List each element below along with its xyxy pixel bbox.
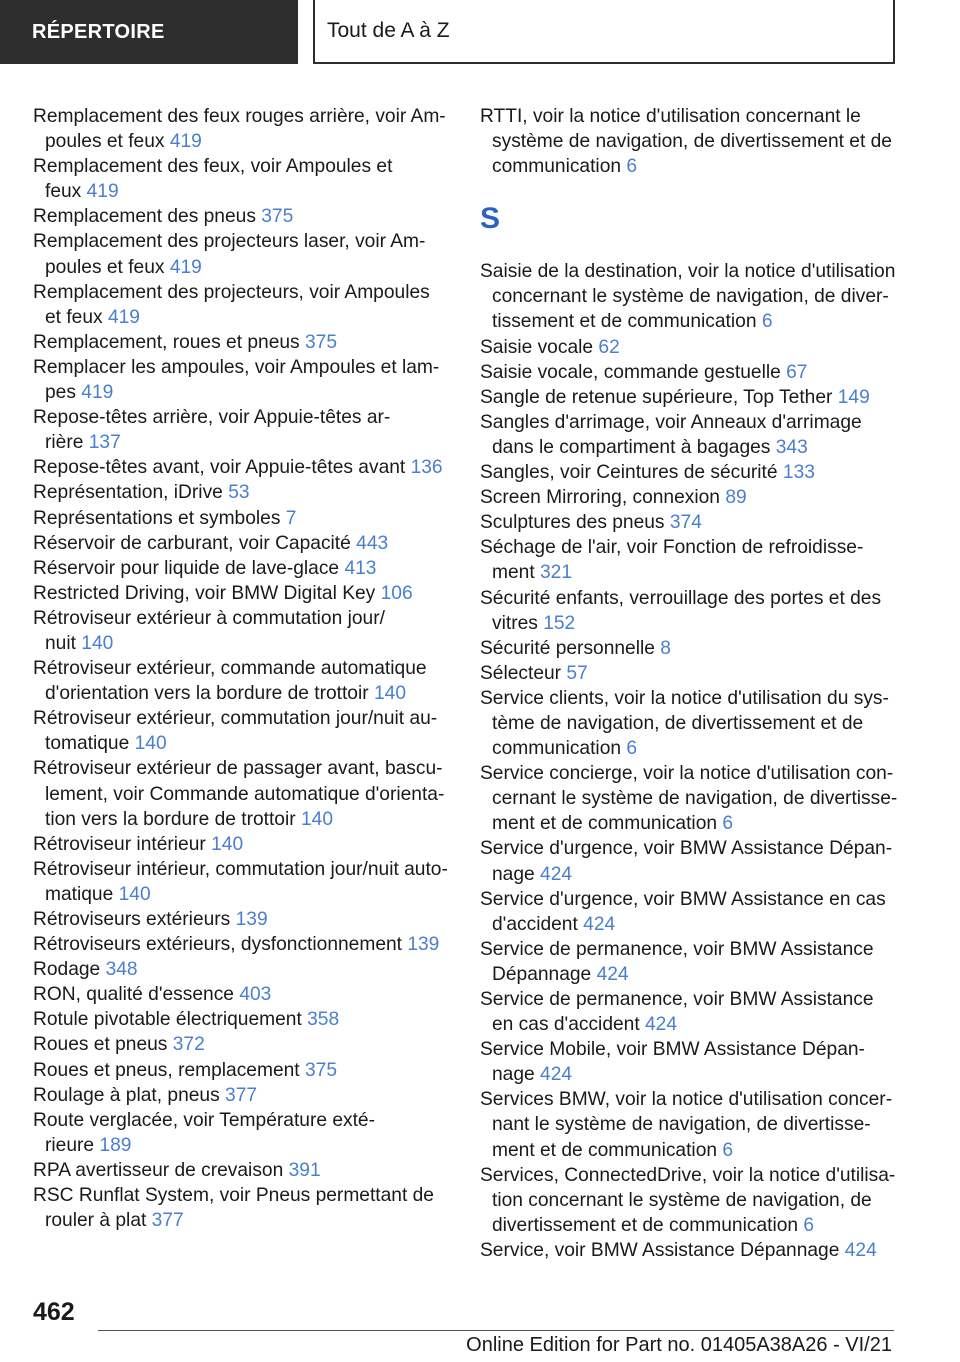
index-entry	[480, 485, 900, 510]
page-link[interactable]: 6	[626, 156, 638, 178]
page-link[interactable]: 6	[722, 1139, 734, 1161]
index-entry	[33, 455, 448, 480]
index-entry	[480, 761, 900, 836]
index-entry	[480, 360, 900, 385]
entry-text: communication	[492, 738, 622, 760]
index-group-s	[480, 259, 900, 1263]
entry-text: ment	[492, 562, 535, 584]
entry-text: nage	[492, 1064, 535, 1086]
index-entry	[33, 204, 448, 229]
page-link[interactable]: 6	[626, 738, 638, 760]
entry-text: Service d'urgence, voir BMW Assistance en cas	[480, 888, 886, 910]
entry-text: tème de navigation, de divertissement et de	[492, 712, 864, 734]
entry-text: ment et de communication	[492, 1139, 718, 1161]
page-link[interactable]: 419	[169, 256, 202, 278]
page-link[interactable]: 419	[169, 131, 202, 153]
entry-text: rière	[45, 432, 84, 454]
page-link[interactable]: 133	[782, 462, 815, 484]
entry-text: Rétroviseur intérieur, commutation jour/nuit auto-	[33, 858, 448, 880]
entry-text: lement, voir Commande automatique d'orienta-	[45, 783, 445, 805]
page-link[interactable]: 377	[225, 1084, 258, 1106]
entry-text: Sangle de retenue supérieure, Top Tether	[480, 386, 833, 408]
entry-text: Roulage à plat, pneus	[33, 1084, 220, 1106]
page-link[interactable]: 6	[722, 813, 734, 835]
index-entry	[480, 1087, 900, 1162]
index-entry	[33, 1007, 448, 1032]
index-group-r	[480, 104, 900, 179]
entry-text: tion concernant le système de navigation, de	[492, 1189, 872, 1211]
index-entry	[480, 937, 900, 987]
index-entry	[480, 1163, 900, 1238]
section-tab[interactable]: RÉPERTOIRE	[0, 0, 298, 64]
entry-text: matique	[45, 883, 114, 905]
entry-text: d'accident	[492, 913, 578, 935]
index-entry	[33, 957, 448, 982]
index-entry	[480, 887, 900, 937]
entry-text: système de navigation, de divertissement et de	[492, 131, 892, 153]
index-entry	[33, 1058, 448, 1083]
entry-text: cernant le système de navigation, de divertisse-	[492, 788, 898, 810]
page-link[interactable]: 424	[583, 913, 616, 935]
section-letter: S	[480, 202, 501, 236]
index-entry	[33, 1032, 448, 1057]
entry-text: Saisie vocale	[480, 336, 594, 358]
index-entry	[33, 229, 448, 279]
entry-text: communication	[492, 156, 622, 178]
entry-text: Roues et pneus	[33, 1034, 168, 1056]
entry-text: Services BMW, voir la notice d'utilisation concer-	[480, 1089, 893, 1111]
index-entry	[33, 832, 448, 857]
index-entry	[480, 836, 900, 886]
index-entry	[33, 556, 448, 581]
index-entry	[480, 259, 900, 334]
index-entry	[33, 656, 448, 706]
index-entry	[33, 1183, 448, 1233]
entry-text: Service concierge, voir la notice d'utilisation con-	[480, 763, 894, 785]
entry-text: concernant le système de navigation, de diver-	[492, 286, 889, 308]
page-link[interactable]: 424	[540, 1064, 573, 1086]
page-link[interactable]: 372	[172, 1034, 205, 1056]
footer-divider	[98, 1330, 894, 1331]
entry-text: rouler à plat	[45, 1210, 147, 1232]
page-link[interactable]: 106	[380, 582, 413, 604]
entry-text: Saisie vocale, commande gestuelle	[480, 361, 781, 383]
index-entry	[33, 104, 448, 154]
page-link[interactable]: 375	[261, 206, 294, 228]
index-entry	[33, 330, 448, 355]
entry-text: Remplacement des projecteurs laser, voir Am-	[33, 231, 426, 253]
index-entry	[33, 581, 448, 606]
index-entry	[480, 460, 900, 485]
entry-text: Rétroviseur extérieur, commutation jour/nuit au-	[33, 708, 438, 730]
page-link[interactable]: 377	[151, 1210, 184, 1232]
index-entry	[33, 1083, 448, 1108]
index-entry	[480, 510, 900, 535]
index-entry	[480, 385, 900, 410]
entry-text: Remplacement des feux rouges arrière, voir Am-	[33, 106, 446, 127]
page-link[interactable]: 419	[107, 306, 140, 328]
index-entry	[33, 506, 448, 531]
page-link[interactable]: 137	[88, 432, 121, 454]
index-entry	[33, 1108, 448, 1158]
entry-text: Séchage de l'air, voir Fonction de refroidisse-	[480, 537, 864, 559]
page-link[interactable]: 424	[645, 1014, 678, 1036]
index-entry	[33, 480, 448, 505]
entry-text: Remplacement des projecteurs, voir Ampoules	[33, 281, 430, 303]
index-entry	[480, 1238, 900, 1263]
entry-text: RPA avertisseur de crevaison	[33, 1159, 284, 1181]
entry-text: Sculptures des pneus	[480, 512, 665, 534]
entry-text: pes	[45, 382, 76, 404]
index-entry	[33, 932, 448, 957]
entry-text: Saisie de la destination, voir la notice d'utilisation	[480, 261, 896, 283]
index-entry	[33, 706, 448, 756]
entry-text: Rétroviseurs extérieurs	[33, 909, 231, 930]
page-link[interactable]: 140	[134, 733, 167, 755]
index-entry	[33, 280, 448, 330]
page-link[interactable]: 321	[540, 562, 573, 584]
entry-text: feux	[45, 181, 82, 203]
page-link[interactable]: 443	[356, 532, 389, 554]
entry-text: Service Mobile, voir BMW Assistance Dépan-	[480, 1039, 865, 1061]
page-link[interactable]: 374	[669, 512, 702, 534]
entry-text: tissement et de communication	[492, 311, 757, 333]
entry-text: divertissement et de communication	[492, 1214, 799, 1236]
index-entry	[480, 636, 900, 661]
page-link[interactable]: 62	[598, 336, 620, 358]
entry-text: rieure	[45, 1134, 95, 1156]
entry-text: Restricted Driving, voir BMW Digital Key	[33, 582, 376, 604]
index-entry	[480, 335, 900, 360]
entry-text: nuit	[45, 632, 76, 654]
page-link[interactable]: 419	[81, 382, 114, 404]
entry-text: Sécurité enfants, verrouillage des portes et des	[480, 587, 882, 609]
index-entry	[33, 606, 448, 656]
index-entry	[33, 1158, 448, 1183]
entry-text: Rétroviseur extérieur à commutation jour/	[33, 607, 385, 629]
entry-text: Remplacer les ampoules, voir Ampoules et lam-	[33, 356, 440, 378]
entry-text: poules et feux	[45, 131, 165, 153]
index-column-right	[480, 104, 900, 1263]
entry-text: Sangles, voir Ceintures de sécurité	[480, 462, 778, 484]
page-link[interactable]: 139	[235, 909, 268, 930]
entry-text: Sangles d'arrimage, voir Anneaux d'arrimage	[480, 411, 862, 433]
entry-text: Route verglacée, voir Température exté-	[33, 1109, 375, 1131]
page-link[interactable]: 413	[344, 557, 377, 579]
index-entry	[33, 355, 448, 405]
entry-text: nage	[492, 863, 535, 885]
entry-text: Dépannage	[492, 963, 592, 985]
page-link[interactable]: 140	[81, 632, 114, 654]
entry-text: ment et de communication	[492, 813, 718, 835]
page-link[interactable]: 348	[105, 959, 138, 981]
entry-text: en cas d'accident	[492, 1014, 640, 1036]
entry-text: Roues et pneus, remplacement	[33, 1059, 300, 1081]
page-link[interactable]: 189	[99, 1134, 132, 1156]
page-link[interactable]: 6	[803, 1214, 815, 1236]
page-title: Tout de A à Z	[313, 0, 895, 64]
index-entry	[480, 661, 900, 686]
entry-text: nant le système de navigation, de divertisse-	[492, 1114, 871, 1136]
entry-text: Sélecteur	[480, 662, 562, 684]
page-link[interactable]: 424	[540, 863, 573, 885]
entry-text: Service de permanence, voir BMW Assistance	[480, 938, 874, 960]
index-column-left	[33, 104, 448, 1233]
entry-text: vitres	[492, 612, 538, 634]
entry-text: Remplacement des feux, voir Ampoules et	[33, 156, 393, 178]
entry-text: Screen Mirroring, connexion	[480, 487, 720, 509]
entry-text: Sécurité personnelle	[480, 637, 655, 659]
index-entry	[480, 1037, 900, 1087]
index-entry	[33, 982, 448, 1007]
entry-text: d'orientation vers la bordure de trottoir	[45, 683, 369, 705]
entry-text: RON, qualité d'essence	[33, 984, 234, 1006]
entry-text: Services, ConnectedDrive, voir la notice d'utilisa-	[480, 1164, 896, 1186]
entry-text: Rotule pivotable électriquement	[33, 1009, 302, 1031]
index-entry	[33, 531, 448, 556]
page-link[interactable]: 140	[300, 808, 333, 830]
index-entry	[480, 104, 900, 179]
entry-text: RSC Runflat System, voir Pneus permettant de	[33, 1185, 434, 1207]
page-link[interactable]: 89	[725, 487, 747, 509]
page-link[interactable]: 358	[307, 1009, 340, 1031]
entry-text: tion vers la bordure de trottoir	[45, 808, 296, 830]
page-link[interactable]: 403	[239, 984, 272, 1006]
page-link[interactable]: 140	[118, 883, 151, 905]
index-entry	[33, 405, 448, 455]
index-entry	[480, 410, 900, 460]
entry-text: Rétroviseurs extérieurs, dysfonctionnement	[33, 934, 402, 956]
entry-text: poules et feux	[45, 256, 165, 278]
entry-text: Rétroviseur intérieur	[33, 833, 206, 855]
page-link[interactable]: 6	[761, 311, 773, 333]
page-link[interactable]: 57	[566, 662, 588, 684]
page-link[interactable]: 140	[211, 833, 244, 855]
entry-text: Remplacement des pneus	[33, 206, 256, 228]
entry-text: Rétroviseur extérieur de passager avant, bascu-	[33, 758, 443, 780]
entry-text: Rétroviseur extérieur, commande automatique	[33, 658, 427, 680]
entry-text: Repose-têtes avant, voir Appuie-têtes avant	[33, 457, 406, 479]
page-link[interactable]: 67	[786, 361, 808, 383]
entry-text: Repose-têtes arrière, voir Appuie-têtes ar-	[33, 407, 391, 429]
page-link[interactable]: 152	[543, 612, 576, 634]
index-entry	[33, 756, 448, 831]
entry-text: Service de permanence, voir BMW Assistance	[480, 989, 874, 1010]
page-link[interactable]: 8	[660, 637, 671, 659]
index-entry	[480, 586, 900, 636]
index-entry	[33, 907, 448, 932]
page-link[interactable]: 424	[596, 963, 629, 985]
page-link[interactable]: 53	[228, 482, 250, 504]
index-entry	[33, 154, 448, 204]
footer-edition: Online Edition for Part no. 01405A38A26 - VI/21	[466, 1334, 892, 1356]
entry-text: Représentation, iDrive	[33, 482, 223, 504]
entry-text: Représentations et symboles	[33, 507, 281, 529]
index-entry	[480, 535, 900, 585]
page-link[interactable]: 424	[844, 1239, 877, 1261]
entry-text: Réservoir de carburant, voir Capacité	[33, 532, 351, 554]
entry-text: RTTI, voir la notice d'utilisation concernant le	[480, 106, 861, 127]
page-number: 462	[33, 1298, 75, 1326]
page-link[interactable]: 149	[837, 386, 870, 408]
entry-text: Service d'urgence, voir BMW Assistance Dépan-	[480, 838, 893, 860]
index-entry	[480, 987, 900, 1037]
entry-text: tomatique	[45, 733, 130, 755]
page-link[interactable]: 136	[410, 457, 443, 479]
page-link[interactable]: 375	[304, 331, 337, 353]
entry-text: Service clients, voir la notice d'utilisation du sys-	[480, 687, 889, 709]
entry-text: Remplacement, roues et pneus	[33, 331, 300, 353]
entry-text: dans le compartiment à bagages	[492, 436, 771, 458]
page-link[interactable]: 343	[775, 436, 808, 458]
page-link[interactable]: 391	[288, 1159, 321, 1181]
entry-text: et feux	[45, 306, 103, 328]
index-entry	[480, 686, 900, 761]
entry-text: Réservoir pour liquide de lave-glace	[33, 557, 340, 579]
page-link[interactable]: 375	[304, 1059, 337, 1081]
entry-text: Rodage	[33, 959, 101, 981]
page-link[interactable]: 7	[285, 507, 297, 529]
page-link[interactable]: 139	[407, 934, 440, 956]
index-entry	[33, 857, 448, 907]
entry-text: Service, voir BMW Assistance Dépannage	[480, 1239, 840, 1261]
page-link[interactable]: 140	[373, 683, 406, 705]
page-link[interactable]: 419	[86, 181, 119, 203]
